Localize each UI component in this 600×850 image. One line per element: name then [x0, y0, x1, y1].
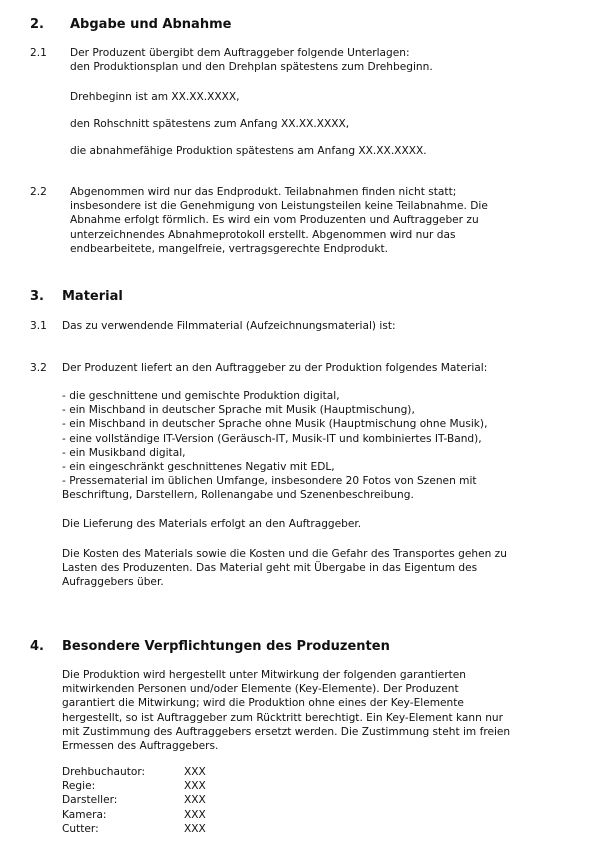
- text-line: Abnahme erfolgt förmlich. Es wird ein vom Produzenten und Auftraggeber zu: [70, 214, 479, 227]
- text-line: Abgenommen wird nur das Endprodukt. Teilabnahmen finden nicht statt;: [70, 186, 457, 198]
- key-element-row: [62, 779, 362, 793]
- role-value: XXX: [184, 808, 206, 821]
- list-item: - eine vollständige IT-Version (Geräusch-IT, Musik-IT und kombiniertes IT-Band),: [62, 432, 482, 445]
- section-2-number: 2.: [30, 17, 44, 32]
- text-line: den Produktionsplan und den Drehplan spätestens zum Drehbeginn.: [70, 61, 433, 74]
- text-line: mitwirkenden Personen und/oder Elemente (Key-Elemente). Der Produzent: [62, 683, 459, 696]
- text-line: mit Zustimmung des Auftraggebers ersetzt werden. Die Zustimmung steht im freien: [62, 725, 511, 738]
- clause-3-1-number: 3.1: [30, 320, 47, 332]
- text-line: Ermessen des Auftraggebers.: [62, 740, 219, 753]
- list-item: Beschriftung, Darstellern, Rollenangabe und Szenenbeschreibung.: [62, 489, 414, 502]
- role-label: Kamera:: [62, 808, 107, 821]
- text-line: Die Produktion wird hergestellt unter Mitwirkung der folgenden garantierten: [62, 669, 467, 681]
- section-4-title: Besondere Verpflichtungen des Produzenten: [62, 639, 390, 654]
- clause-2-1-text: [70, 46, 433, 74]
- clause-3-2-text: Der Produzent liefert an den Auftraggeber zu der Produktion folgendes Material:: [62, 362, 488, 374]
- text-line: Die Kosten des Materials sowie die Kosten und die Gefahr des Transportes gehen zu: [62, 548, 507, 560]
- list-item: - ein Mischband in deutscher Sprache mit Musik (Hauptmischung),: [62, 404, 415, 417]
- text-line: Der Produzent übergibt dem Auftraggeber folgende Unterlagen:: [70, 47, 410, 59]
- role-label: Cutter:: [62, 822, 99, 835]
- section-4-number: 4.: [30, 639, 44, 654]
- clause-2-1-rough-cut: den Rohschnitt spätestens zum Anfang XX.XX.XXXX,: [70, 118, 350, 130]
- list-item: - ein eingeschränkt geschnittenes Negativ mit EDL,: [62, 461, 335, 474]
- list-item: - ein Mischband in deutscher Sprache ohne Musik (Hauptmischung ohne Musik),: [62, 418, 488, 431]
- text-line: Lasten des Produzenten. Das Material geht mit Übergabe in das Eigentum des: [62, 562, 478, 575]
- text-line: hergestellt, so ist Auftraggeber zum Rücktritt berechtigt. Ein Key-Element kann nur: [62, 711, 503, 724]
- key-element-row: [62, 808, 362, 822]
- clause-2-1-shooting-start: Drehbeginn ist am XX.XX.XXXX,: [70, 91, 240, 103]
- section-4-text: [62, 668, 510, 753]
- key-elements-list: [62, 765, 362, 836]
- role-value: XXX: [184, 780, 206, 793]
- text-line: insbesondere ist die Genehmigung von Leistungsteilen keine Teilabnahme. Die: [70, 200, 488, 213]
- role-value: XXX: [184, 822, 206, 835]
- clause-2-1-final-production: die abnahmefähige Produktion spätestens am Anfang XX.XX.XXXX.: [70, 145, 427, 157]
- text-line: Aufraggebers über.: [62, 576, 164, 589]
- text-line: unterzeichnendes Abnahmeprotokoll erstellt. Abgenommen wird nur das: [70, 228, 456, 241]
- clause-3-2-number: 3.2: [30, 362, 47, 374]
- section-3-title: Material: [62, 289, 123, 304]
- role-label: Regie:: [62, 780, 96, 793]
- key-element-row: [62, 765, 362, 779]
- list-item: - die geschnittene und gemischte Produktion digital,: [62, 390, 340, 402]
- key-element-row: [62, 793, 362, 807]
- role-value: XXX: [184, 766, 206, 778]
- clause-2-1-number: 2.1: [30, 47, 47, 59]
- role-label: Drehbuchautor:: [62, 766, 146, 778]
- costs-text: [62, 547, 507, 590]
- section-3-number: 3.: [30, 289, 44, 304]
- list-item: - Pressematerial im üblichen Umfange, insbesondere 20 Fotos von Szenen mit: [62, 475, 477, 488]
- clause-2-2-text: [70, 185, 488, 256]
- section-2-title: Abgabe und Abnahme: [70, 17, 232, 32]
- clause-2-2-number: 2.2: [30, 186, 47, 198]
- role-value: XXX: [184, 794, 206, 807]
- material-list: [62, 389, 487, 503]
- list-item: - ein Musikband digital,: [62, 446, 186, 459]
- role-label: Darsteller:: [62, 794, 118, 807]
- text-line: endbearbeitete, mangelfreie, vertragsgerechte Endprodukt.: [70, 242, 388, 255]
- text-line: garantiert die Mitwirkung; wird die Produktion ohne eines der Key-Elemente: [62, 697, 464, 710]
- delivery-text: Die Lieferung des Materials erfolgt an den Auftraggeber.: [62, 518, 362, 530]
- key-element-row: [62, 822, 362, 836]
- clause-3-1-text: Das zu verwendende Filmmaterial (Aufzeichnungsmaterial) ist:: [62, 320, 396, 332]
